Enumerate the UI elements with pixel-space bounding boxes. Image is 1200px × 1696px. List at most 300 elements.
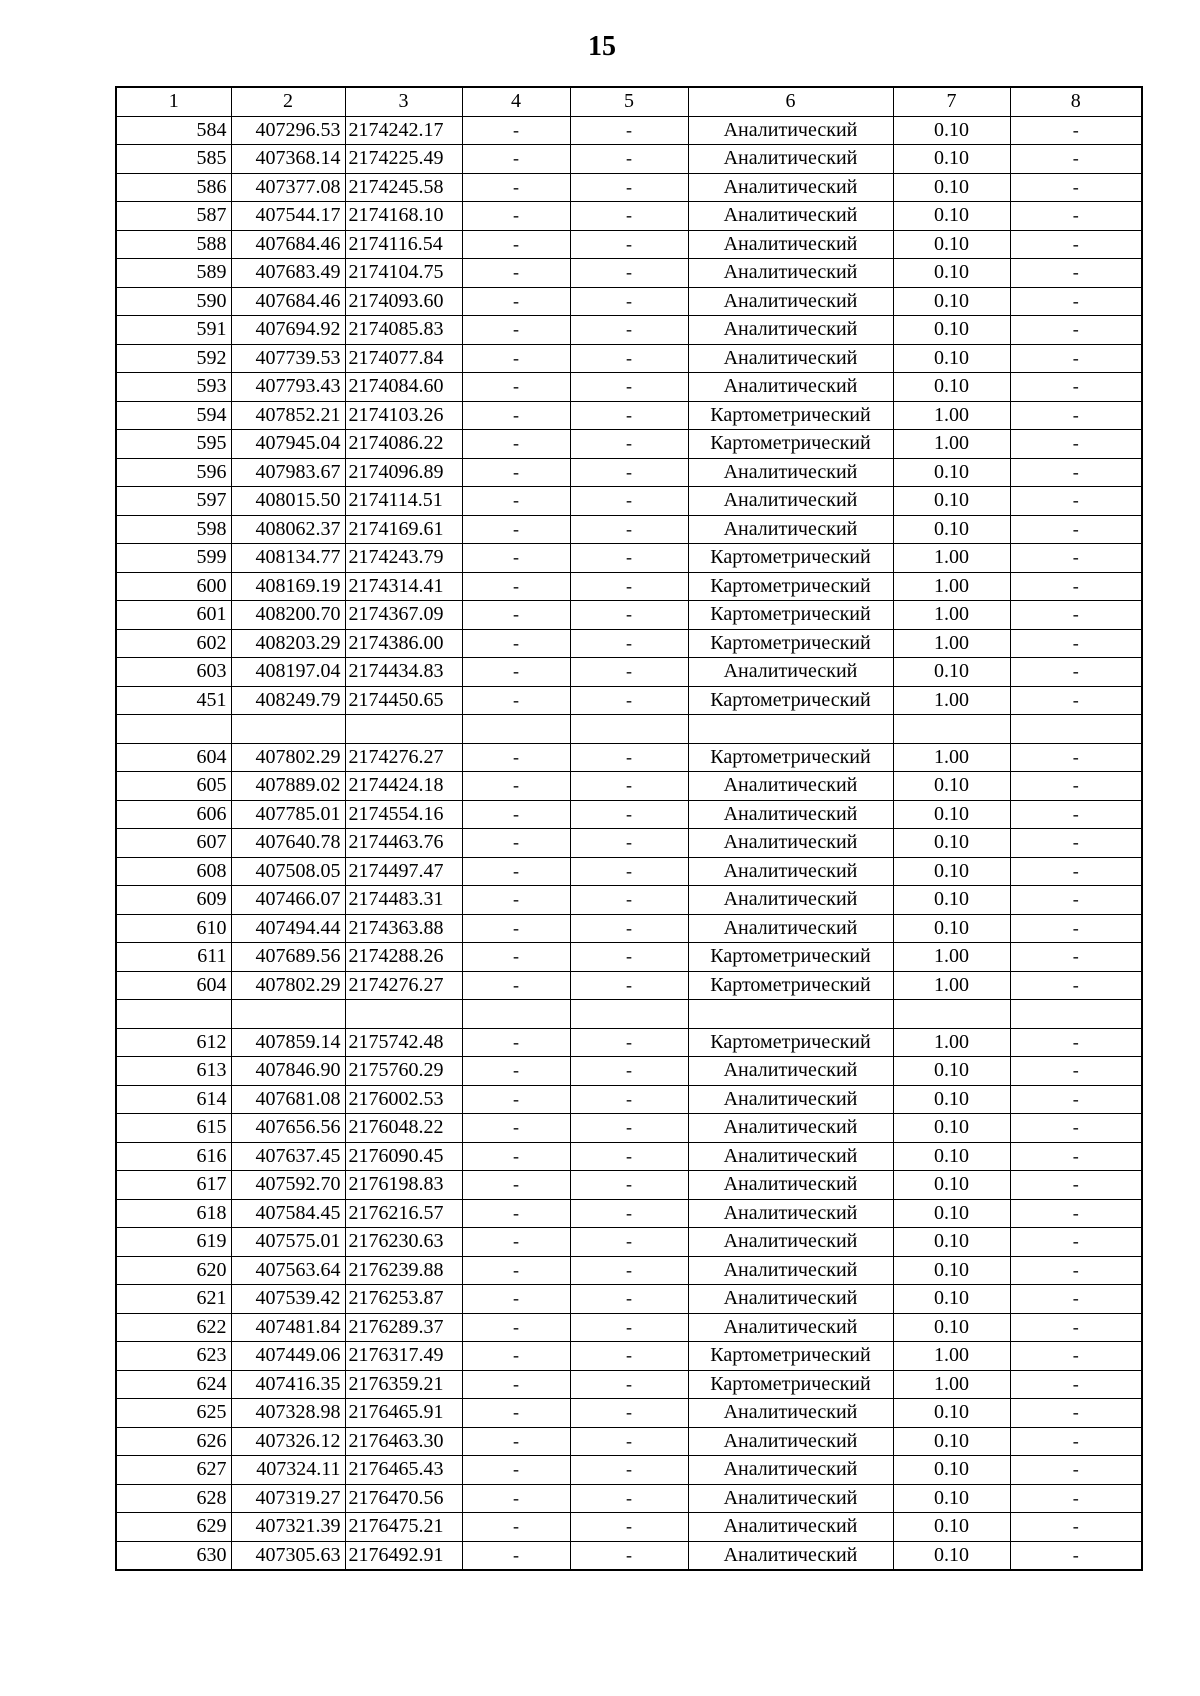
cell-col-8: - bbox=[1010, 658, 1142, 687]
cell-x-coordinate: 408134.77 bbox=[231, 544, 345, 573]
cell-point-number: 601 bbox=[116, 601, 231, 630]
cell-y-coordinate: 2174450.65 bbox=[345, 686, 462, 715]
table-row bbox=[116, 1399, 1142, 1428]
cell-col-4: - bbox=[462, 743, 570, 772]
cell-method: Аналитический bbox=[688, 287, 893, 316]
cell-col-5: - bbox=[570, 1028, 688, 1057]
cell-y-coordinate: 2174314.41 bbox=[345, 572, 462, 601]
table-row bbox=[116, 401, 1142, 430]
table-row bbox=[116, 344, 1142, 373]
cell-point-number: 587 bbox=[116, 202, 231, 231]
table-row bbox=[116, 1256, 1142, 1285]
table-row bbox=[116, 259, 1142, 288]
cell-y-coordinate: 2174093.60 bbox=[345, 287, 462, 316]
cell-y-coordinate: 2175742.48 bbox=[345, 1028, 462, 1057]
column-header: 2 bbox=[231, 87, 345, 116]
cell-method: Аналитический bbox=[688, 1513, 893, 1542]
table-header bbox=[116, 87, 1142, 116]
cell-method: Аналитический bbox=[688, 316, 893, 345]
cell-x-coordinate: 407416.35 bbox=[231, 1370, 345, 1399]
cell-col-5: - bbox=[570, 1541, 688, 1570]
cell-point-number: 451 bbox=[116, 686, 231, 715]
cell-col-4: - bbox=[462, 601, 570, 630]
cell-method: Аналитический bbox=[688, 914, 893, 943]
cell-col-8: - bbox=[1010, 1484, 1142, 1513]
table-row bbox=[116, 1199, 1142, 1228]
cell-accuracy: 0.10 bbox=[893, 515, 1010, 544]
cell-method: Картометрический bbox=[688, 1370, 893, 1399]
cell-col-4: - bbox=[462, 772, 570, 801]
cell-col-8: - bbox=[1010, 373, 1142, 402]
cell-y-coordinate: 2174463.76 bbox=[345, 829, 462, 858]
cell-method: Картометрический bbox=[688, 1342, 893, 1371]
cell-accuracy: 0.10 bbox=[893, 230, 1010, 259]
cell-point-number: 628 bbox=[116, 1484, 231, 1513]
cell-y-coordinate: 2174434.83 bbox=[345, 658, 462, 687]
cell-accuracy: 1.00 bbox=[893, 430, 1010, 459]
cell-x-coordinate: 407889.02 bbox=[231, 772, 345, 801]
cell-x-coordinate: 407377.08 bbox=[231, 173, 345, 202]
cell-col-4: - bbox=[462, 373, 570, 402]
cell-point-number: 614 bbox=[116, 1085, 231, 1114]
cell-accuracy: 0.10 bbox=[893, 1456, 1010, 1485]
cell-accuracy: 0.10 bbox=[893, 772, 1010, 801]
cell-method: Аналитический bbox=[688, 1541, 893, 1570]
table-row bbox=[116, 1541, 1142, 1570]
cell-x-coordinate: 408169.19 bbox=[231, 572, 345, 601]
cell-point-number: 606 bbox=[116, 800, 231, 829]
cell-y-coordinate: 2174096.89 bbox=[345, 458, 462, 487]
cell-col-8: - bbox=[1010, 1456, 1142, 1485]
cell-method: Аналитический bbox=[688, 1142, 893, 1171]
table-row bbox=[116, 686, 1142, 715]
cell-col-8: - bbox=[1010, 943, 1142, 972]
cell-col-4: - bbox=[462, 1285, 570, 1314]
cell-method: Картометрический bbox=[688, 743, 893, 772]
cell-col-8: - bbox=[1010, 1256, 1142, 1285]
table-row bbox=[116, 1171, 1142, 1200]
cell-col-8: - bbox=[1010, 772, 1142, 801]
cell-x-coordinate bbox=[231, 715, 345, 744]
cell-col-4: - bbox=[462, 857, 570, 886]
cell-col-4: - bbox=[462, 572, 570, 601]
cell-x-coordinate: 408200.70 bbox=[231, 601, 345, 630]
cell-col-8: - bbox=[1010, 1285, 1142, 1314]
cell-col-8: - bbox=[1010, 971, 1142, 1000]
cell-y-coordinate: 2176359.21 bbox=[345, 1370, 462, 1399]
table-row bbox=[116, 116, 1142, 145]
cell-point-number bbox=[116, 1000, 231, 1029]
cell-col-4: - bbox=[462, 287, 570, 316]
cell-x-coordinate: 407539.42 bbox=[231, 1285, 345, 1314]
cell-method: Аналитический bbox=[688, 1399, 893, 1428]
cell-x-coordinate: 408197.04 bbox=[231, 658, 345, 687]
cell-accuracy: 0.10 bbox=[893, 1541, 1010, 1570]
cell-y-coordinate: 2174243.79 bbox=[345, 544, 462, 573]
cell-col-5: - bbox=[570, 373, 688, 402]
cell-col-4: - bbox=[462, 1370, 570, 1399]
cell-method: Аналитический bbox=[688, 1313, 893, 1342]
cell-point-number: 630 bbox=[116, 1541, 231, 1570]
cell-y-coordinate: 2174116.54 bbox=[345, 230, 462, 259]
table-row bbox=[116, 601, 1142, 630]
cell-col-5: - bbox=[570, 914, 688, 943]
cell-col-8: - bbox=[1010, 1199, 1142, 1228]
cell-point-number: 602 bbox=[116, 629, 231, 658]
cell-method: Картометрический bbox=[688, 1028, 893, 1057]
cell-accuracy: 0.10 bbox=[893, 1085, 1010, 1114]
cell-y-coordinate: 2176048.22 bbox=[345, 1114, 462, 1143]
cell-point-number: 604 bbox=[116, 743, 231, 772]
cell-col-4: - bbox=[462, 259, 570, 288]
cell-x-coordinate: 407689.56 bbox=[231, 943, 345, 972]
cell-col-4: - bbox=[462, 487, 570, 516]
cell-method: Аналитический bbox=[688, 116, 893, 145]
cell-accuracy: 0.10 bbox=[893, 1427, 1010, 1456]
cell-y-coordinate: 2174242.17 bbox=[345, 116, 462, 145]
cell-point-number: 621 bbox=[116, 1285, 231, 1314]
cell-col-8: - bbox=[1010, 230, 1142, 259]
table-row bbox=[116, 1228, 1142, 1257]
cell-x-coordinate: 407694.92 bbox=[231, 316, 345, 345]
cell-col-4: - bbox=[462, 1199, 570, 1228]
cell-col-8: - bbox=[1010, 487, 1142, 516]
cell-col-8: - bbox=[1010, 202, 1142, 231]
coordinates-table bbox=[115, 86, 1143, 1571]
cell-accuracy: 1.00 bbox=[893, 1342, 1010, 1371]
cell-x-coordinate: 407494.44 bbox=[231, 914, 345, 943]
cell-y-coordinate: 2176465.43 bbox=[345, 1456, 462, 1485]
cell-col-8: - bbox=[1010, 1399, 1142, 1428]
cell-method: Картометрический bbox=[688, 544, 893, 573]
cell-point-number: 596 bbox=[116, 458, 231, 487]
cell-accuracy: 0.10 bbox=[893, 1199, 1010, 1228]
cell-y-coordinate: 2176475.21 bbox=[345, 1513, 462, 1542]
cell-accuracy: 0.10 bbox=[893, 202, 1010, 231]
cell-point-number: 594 bbox=[116, 401, 231, 430]
cell-col-5 bbox=[570, 1000, 688, 1029]
cell-col-5: - bbox=[570, 1456, 688, 1485]
cell-x-coordinate: 408015.50 bbox=[231, 487, 345, 516]
table-body bbox=[116, 116, 1142, 1570]
cell-y-coordinate: 2176002.53 bbox=[345, 1085, 462, 1114]
table-row bbox=[116, 487, 1142, 516]
column-header: 6 bbox=[688, 87, 893, 116]
cell-point-number: 622 bbox=[116, 1313, 231, 1342]
cell-method: Аналитический bbox=[688, 1256, 893, 1285]
table-row bbox=[116, 658, 1142, 687]
cell-x-coordinate: 407328.98 bbox=[231, 1399, 345, 1428]
cell-col-8: - bbox=[1010, 544, 1142, 573]
column-header: 3 bbox=[345, 87, 462, 116]
cell-point-number: 608 bbox=[116, 857, 231, 886]
cell-y-coordinate: 2174169.61 bbox=[345, 515, 462, 544]
cell-accuracy: 0.10 bbox=[893, 458, 1010, 487]
cell-col-5: - bbox=[570, 458, 688, 487]
cell-point-number: 624 bbox=[116, 1370, 231, 1399]
cell-method: Аналитический bbox=[688, 373, 893, 402]
cell-y-coordinate: 2174114.51 bbox=[345, 487, 462, 516]
cell-y-coordinate: 2174084.60 bbox=[345, 373, 462, 402]
cell-point-number: 625 bbox=[116, 1399, 231, 1428]
cell-col-8: - bbox=[1010, 1228, 1142, 1257]
table-row bbox=[116, 715, 1142, 744]
cell-point-number: 617 bbox=[116, 1171, 231, 1200]
cell-y-coordinate bbox=[345, 1000, 462, 1029]
cell-y-coordinate: 2176253.87 bbox=[345, 1285, 462, 1314]
cell-method: Аналитический bbox=[688, 145, 893, 174]
cell-col-5: - bbox=[570, 1114, 688, 1143]
cell-col-5: - bbox=[570, 1342, 688, 1371]
cell-point-number: 607 bbox=[116, 829, 231, 858]
table-row bbox=[116, 886, 1142, 915]
cell-accuracy: 0.10 bbox=[893, 1114, 1010, 1143]
cell-y-coordinate: 2176239.88 bbox=[345, 1256, 462, 1285]
cell-y-coordinate: 2174104.75 bbox=[345, 259, 462, 288]
cell-point-number: 584 bbox=[116, 116, 231, 145]
cell-point-number: 591 bbox=[116, 316, 231, 345]
table-row bbox=[116, 829, 1142, 858]
cell-point-number: 590 bbox=[116, 287, 231, 316]
cell-col-4: - bbox=[462, 173, 570, 202]
cell-method: Аналитический bbox=[688, 1427, 893, 1456]
cell-x-coordinate: 407544.17 bbox=[231, 202, 345, 231]
cell-x-coordinate: 407785.01 bbox=[231, 800, 345, 829]
cell-col-5: - bbox=[570, 1085, 688, 1114]
cell-y-coordinate: 2174386.00 bbox=[345, 629, 462, 658]
cell-x-coordinate: 407324.11 bbox=[231, 1456, 345, 1485]
table-row bbox=[116, 1085, 1142, 1114]
cell-col-5: - bbox=[570, 1256, 688, 1285]
cell-method: Аналитический bbox=[688, 886, 893, 915]
cell-method bbox=[688, 715, 893, 744]
cell-col-5: - bbox=[570, 430, 688, 459]
cell-x-coordinate: 407640.78 bbox=[231, 829, 345, 858]
cell-method: Аналитический bbox=[688, 1114, 893, 1143]
cell-col-5: - bbox=[570, 487, 688, 516]
cell-col-4: - bbox=[462, 344, 570, 373]
cell-col-5: - bbox=[570, 572, 688, 601]
cell-x-coordinate: 407305.63 bbox=[231, 1541, 345, 1570]
cell-y-coordinate: 2176289.37 bbox=[345, 1313, 462, 1342]
cell-col-8: - bbox=[1010, 1370, 1142, 1399]
cell-col-5: - bbox=[570, 1370, 688, 1399]
cell-y-coordinate: 2174276.27 bbox=[345, 743, 462, 772]
cell-x-coordinate: 407802.29 bbox=[231, 743, 345, 772]
cell-col-5: - bbox=[570, 1484, 688, 1513]
cell-point-number: 595 bbox=[116, 430, 231, 459]
cell-point-number: 589 bbox=[116, 259, 231, 288]
cell-method: Аналитический bbox=[688, 202, 893, 231]
cell-method: Картометрический bbox=[688, 629, 893, 658]
table-row bbox=[116, 914, 1142, 943]
cell-col-4: - bbox=[462, 914, 570, 943]
cell-col-5: - bbox=[570, 1228, 688, 1257]
cell-col-5: - bbox=[570, 1427, 688, 1456]
cell-col-4: - bbox=[462, 1313, 570, 1342]
cell-x-coordinate: 407683.49 bbox=[231, 259, 345, 288]
cell-y-coordinate: 2174086.22 bbox=[345, 430, 462, 459]
cell-accuracy: 0.10 bbox=[893, 1313, 1010, 1342]
cell-col-8: - bbox=[1010, 1114, 1142, 1143]
cell-accuracy: 0.10 bbox=[893, 287, 1010, 316]
cell-y-coordinate: 2176198.83 bbox=[345, 1171, 462, 1200]
cell-col-8: - bbox=[1010, 572, 1142, 601]
cell-x-coordinate: 407592.70 bbox=[231, 1171, 345, 1200]
cell-x-coordinate: 407563.64 bbox=[231, 1256, 345, 1285]
cell-x-coordinate: 407859.14 bbox=[231, 1028, 345, 1057]
cell-y-coordinate: 2176317.49 bbox=[345, 1342, 462, 1371]
cell-col-8: - bbox=[1010, 515, 1142, 544]
cell-x-coordinate: 407466.07 bbox=[231, 886, 345, 915]
cell-col-4: - bbox=[462, 886, 570, 915]
cell-y-coordinate: 2174168.10 bbox=[345, 202, 462, 231]
cell-accuracy: 0.10 bbox=[893, 373, 1010, 402]
cell-y-coordinate: 2176470.56 bbox=[345, 1484, 462, 1513]
cell-col-8: - bbox=[1010, 829, 1142, 858]
cell-col-8 bbox=[1010, 715, 1142, 744]
table-row bbox=[116, 1000, 1142, 1029]
cell-x-coordinate: 407584.45 bbox=[231, 1199, 345, 1228]
cell-accuracy: 0.10 bbox=[893, 259, 1010, 288]
cell-col-8: - bbox=[1010, 1541, 1142, 1570]
cell-x-coordinate: 408203.29 bbox=[231, 629, 345, 658]
cell-point-number: 597 bbox=[116, 487, 231, 516]
cell-col-5: - bbox=[570, 1399, 688, 1428]
cell-col-8: - bbox=[1010, 800, 1142, 829]
table-row bbox=[116, 943, 1142, 972]
cell-col-5: - bbox=[570, 743, 688, 772]
table-row bbox=[116, 316, 1142, 345]
cell-col-8: - bbox=[1010, 629, 1142, 658]
cell-col-8: - bbox=[1010, 914, 1142, 943]
cell-col-8: - bbox=[1010, 686, 1142, 715]
table-row bbox=[116, 857, 1142, 886]
table-row bbox=[116, 145, 1142, 174]
cell-col-4: - bbox=[462, 1541, 570, 1570]
cell-y-coordinate: 2174288.26 bbox=[345, 943, 462, 972]
cell-accuracy: 0.10 bbox=[893, 914, 1010, 943]
table-row bbox=[116, 430, 1142, 459]
column-header: 8 bbox=[1010, 87, 1142, 116]
table-row bbox=[116, 1484, 1142, 1513]
cell-accuracy: 0.10 bbox=[893, 1399, 1010, 1428]
cell-method: Аналитический bbox=[688, 230, 893, 259]
cell-method: Аналитический bbox=[688, 1199, 893, 1228]
cell-method: Картометрический bbox=[688, 430, 893, 459]
cell-col-8: - bbox=[1010, 116, 1142, 145]
cell-x-coordinate: 407481.84 bbox=[231, 1313, 345, 1342]
column-header: 7 bbox=[893, 87, 1010, 116]
cell-col-5: - bbox=[570, 1285, 688, 1314]
cell-x-coordinate: 407321.39 bbox=[231, 1513, 345, 1542]
cell-accuracy: 0.10 bbox=[893, 1057, 1010, 1086]
cell-x-coordinate: 407449.06 bbox=[231, 1342, 345, 1371]
cell-point-number: 585 bbox=[116, 145, 231, 174]
cell-col-5: - bbox=[570, 145, 688, 174]
cell-accuracy bbox=[893, 715, 1010, 744]
cell-y-coordinate: 2175760.29 bbox=[345, 1057, 462, 1086]
cell-col-8: - bbox=[1010, 173, 1142, 202]
cell-accuracy: 0.10 bbox=[893, 658, 1010, 687]
cell-col-8 bbox=[1010, 1000, 1142, 1029]
cell-col-5: - bbox=[570, 772, 688, 801]
cell-col-4: - bbox=[462, 1484, 570, 1513]
cell-method: Аналитический bbox=[688, 829, 893, 858]
cell-y-coordinate: 2174276.27 bbox=[345, 971, 462, 1000]
cell-y-coordinate: 2174554.16 bbox=[345, 800, 462, 829]
cell-col-5: - bbox=[570, 886, 688, 915]
cell-y-coordinate bbox=[345, 715, 462, 744]
cell-point-number: 623 bbox=[116, 1342, 231, 1371]
cell-accuracy: 0.10 bbox=[893, 344, 1010, 373]
cell-point-number: 592 bbox=[116, 344, 231, 373]
cell-x-coordinate: 407637.45 bbox=[231, 1142, 345, 1171]
cell-accuracy: 0.10 bbox=[893, 1228, 1010, 1257]
cell-y-coordinate: 2174483.31 bbox=[345, 886, 462, 915]
cell-col-5: - bbox=[570, 316, 688, 345]
cell-accuracy: 0.10 bbox=[893, 487, 1010, 516]
cell-col-5: - bbox=[570, 857, 688, 886]
table-row bbox=[116, 1342, 1142, 1371]
cell-col-8: - bbox=[1010, 145, 1142, 174]
cell-accuracy: 1.00 bbox=[893, 601, 1010, 630]
column-header: 4 bbox=[462, 87, 570, 116]
cell-accuracy: 1.00 bbox=[893, 401, 1010, 430]
cell-accuracy: 0.10 bbox=[893, 1285, 1010, 1314]
cell-col-8: - bbox=[1010, 1171, 1142, 1200]
cell-accuracy: 0.10 bbox=[893, 316, 1010, 345]
cell-point-number: 610 bbox=[116, 914, 231, 943]
table-row bbox=[116, 1142, 1142, 1171]
cell-accuracy: 0.10 bbox=[893, 829, 1010, 858]
cell-col-8: - bbox=[1010, 1028, 1142, 1057]
cell-col-5: - bbox=[570, 287, 688, 316]
cell-col-4: - bbox=[462, 1427, 570, 1456]
cell-accuracy: 1.00 bbox=[893, 572, 1010, 601]
table-row bbox=[116, 1456, 1142, 1485]
cell-col-4: - bbox=[462, 971, 570, 1000]
table-row bbox=[116, 1057, 1142, 1086]
cell-col-8: - bbox=[1010, 601, 1142, 630]
table-row bbox=[116, 1285, 1142, 1314]
cell-point-number: 629 bbox=[116, 1513, 231, 1542]
table-row bbox=[116, 1513, 1142, 1542]
cell-accuracy: 0.10 bbox=[893, 1142, 1010, 1171]
cell-col-8: - bbox=[1010, 1427, 1142, 1456]
cell-col-8: - bbox=[1010, 1085, 1142, 1114]
cell-x-coordinate: 407684.46 bbox=[231, 287, 345, 316]
table-row bbox=[116, 971, 1142, 1000]
cell-col-4: - bbox=[462, 686, 570, 715]
cell-col-5: - bbox=[570, 1057, 688, 1086]
cell-y-coordinate: 2174103.26 bbox=[345, 401, 462, 430]
cell-accuracy: 0.10 bbox=[893, 1256, 1010, 1285]
table-row bbox=[116, 772, 1142, 801]
cell-x-coordinate bbox=[231, 1000, 345, 1029]
cell-col-4: - bbox=[462, 116, 570, 145]
cell-method: Картометрический bbox=[688, 572, 893, 601]
cell-accuracy: 0.10 bbox=[893, 886, 1010, 915]
column-header: 1 bbox=[116, 87, 231, 116]
cell-col-5: - bbox=[570, 230, 688, 259]
cell-col-8: - bbox=[1010, 458, 1142, 487]
cell-col-4: - bbox=[462, 658, 570, 687]
cell-accuracy: 0.10 bbox=[893, 1513, 1010, 1542]
cell-x-coordinate: 407684.46 bbox=[231, 230, 345, 259]
cell-method: Аналитический bbox=[688, 1085, 893, 1114]
cell-method: Картометрический bbox=[688, 601, 893, 630]
